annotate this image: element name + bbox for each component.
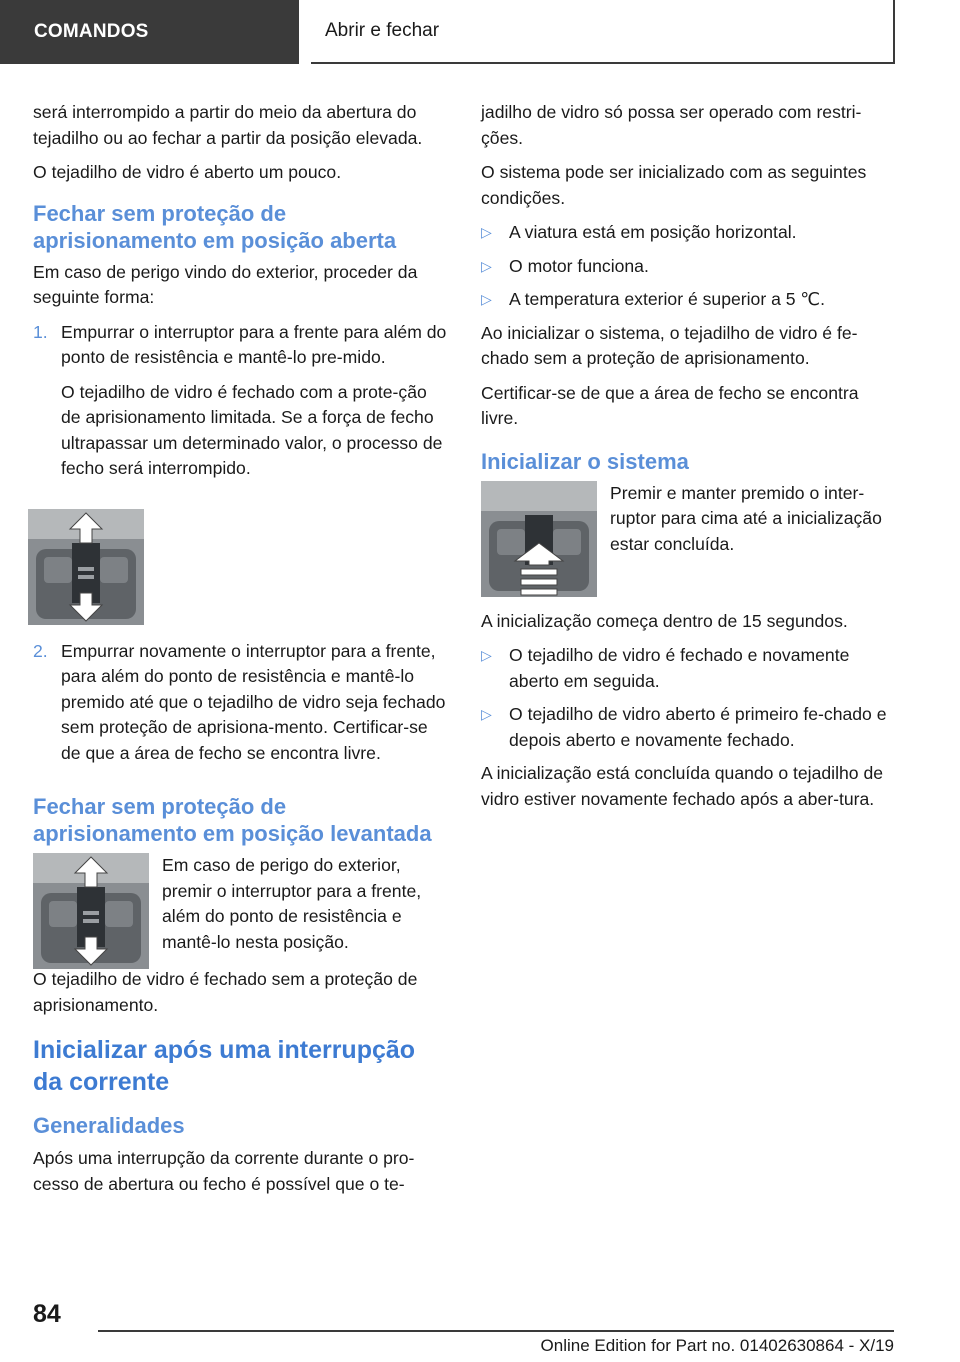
switch-push-forward-image: [33, 853, 149, 969]
bullet-text: A temperatura exterior é superior a 5 ℃.: [509, 289, 826, 309]
paragraph: Certificar-se de que a área de fecho se encontra livre.: [481, 382, 859, 428]
heading-close-open: Fechar sem proteção de aprisionamento em posição aberta: [33, 200, 397, 253]
paragraph: O tejadilho de vidro é fechado sem a proteção de aprisionamento.: [33, 969, 418, 1015]
triangle-bullet-icon: ▷: [481, 224, 492, 240]
paragraph: A inicialização está concluída quando o tejadilho de vidro estiver novamente fechado após a aber-tura.: [481, 763, 884, 809]
paragraph: Em caso de perigo do exterior, premir o interruptor para a frente, além do ponto de resistência e mantê-lo nesta posição.: [162, 855, 422, 952]
triangle-bullet-icon: ▷: [481, 647, 492, 663]
switch-push-up-image: [481, 481, 597, 597]
paragraph: O tejadilho de vidro é aberto um pouco.: [33, 162, 342, 182]
page-number: 84: [33, 1300, 61, 1328]
heading-init-after-power-loss: Inicializar após uma interrupção da corrente: [33, 1036, 416, 1096]
paragraph: Em caso de perigo vindo do exterior, proceder da seguinte forma:: [33, 261, 418, 307]
triangle-bullet-icon: ▷: [481, 291, 492, 307]
paragraph: Após uma interrupção da corrente durante o pro-cesso de abertura ou fecho é possível que o te-: [33, 1148, 415, 1194]
step-number: 1.: [33, 321, 48, 342]
step-1: [33, 320, 449, 491]
step-body: [61, 320, 449, 491]
figure-text: [610, 481, 897, 597]
bullet-item: [481, 702, 897, 753]
paragraph: será interrompido a partir do meio da abertura do tejadilho ou ao fechar a partir da posição elevada.: [33, 102, 423, 148]
figure-text: [162, 853, 449, 969]
bullet-text: A viatura está em posição horizontal.: [509, 222, 797, 242]
footer-divider: [98, 1330, 894, 1332]
heading-close-raised: Fechar sem proteção de aprisionamento em posição levantada: [33, 794, 432, 846]
bullet-item: [481, 643, 897, 694]
step-text: O tejadilho de vidro é fechado com a prote-ção de aprisionamento limitada. Se a força de fecho ultrapassar um determinado valor, o processo de fecho será interrompido.: [61, 381, 443, 478]
paragraph: O sistema pode ser inicializado com as seguintes condições.: [481, 162, 867, 208]
bullet-text: O tejadilho de vidro é fechado e novamente aberto em seguida.: [509, 645, 850, 691]
section-title: COMANDOS: [34, 21, 149, 42]
bullet-text: O tejadilho de vidro aberto é primeiro fe-chado e depois aberto e novamente fechado.: [509, 704, 887, 750]
step-number: 2.: [33, 640, 48, 661]
left-column: [33, 100, 449, 1206]
chapter-title: Abrir e fechar: [325, 20, 440, 41]
step-text: Empurrar novamente o interruptor para a frente, para além do ponto de resistência e mantê-lo premido até que o tejadilho de vidro seja fechado sem proteção de aprisiona-mento. Certificar-se de que a área de fecho se encontra livre.: [61, 640, 446, 763]
roof-switch-up-illustration: [481, 481, 597, 597]
bullet-item: [481, 287, 897, 313]
heading-general: Generalidades: [33, 1113, 185, 1138]
bullet-item: [481, 254, 897, 280]
right-column: [481, 100, 897, 821]
triangle-bullet-icon: ▷: [481, 257, 492, 274]
chapter-header: [311, 0, 895, 64]
step-body: [61, 639, 449, 776]
roof-switch-illustration: [33, 853, 149, 969]
footer-edition: Online Edition for Part no. 01402630864 - X/19: [540, 1336, 894, 1355]
figure-row: [33, 853, 449, 969]
paragraph: A inicialização começa dentro de 15 segundos.: [481, 610, 848, 631]
triangle-bullet-icon: ▷: [481, 706, 492, 722]
bullet-item: [481, 220, 897, 246]
roof-switch-illustration: [28, 509, 144, 625]
switch-push-forward-image: [28, 509, 144, 625]
step-text: Empurrar o interruptor para a frente para além do ponto de resistência e mantê-lo pre-mido.: [61, 321, 447, 367]
step-2: [33, 639, 449, 776]
section-tab: [0, 0, 299, 64]
bullet-text: O motor funciona.: [509, 255, 649, 276]
heading-init-system: Inicializar o sistema: [481, 448, 689, 474]
paragraph: Premir e manter premido o inter-ruptor para cima até a inicialização estar concluída.: [610, 482, 882, 554]
paragraph: Ao inicializar o sistema, o tejadilho de vidro é fe-chado sem a proteção de aprisionamento.: [481, 322, 858, 368]
figure-row: [481, 481, 897, 597]
paragraph: jadilho de vidro só possa ser operado com restri-ções.: [481, 102, 862, 148]
